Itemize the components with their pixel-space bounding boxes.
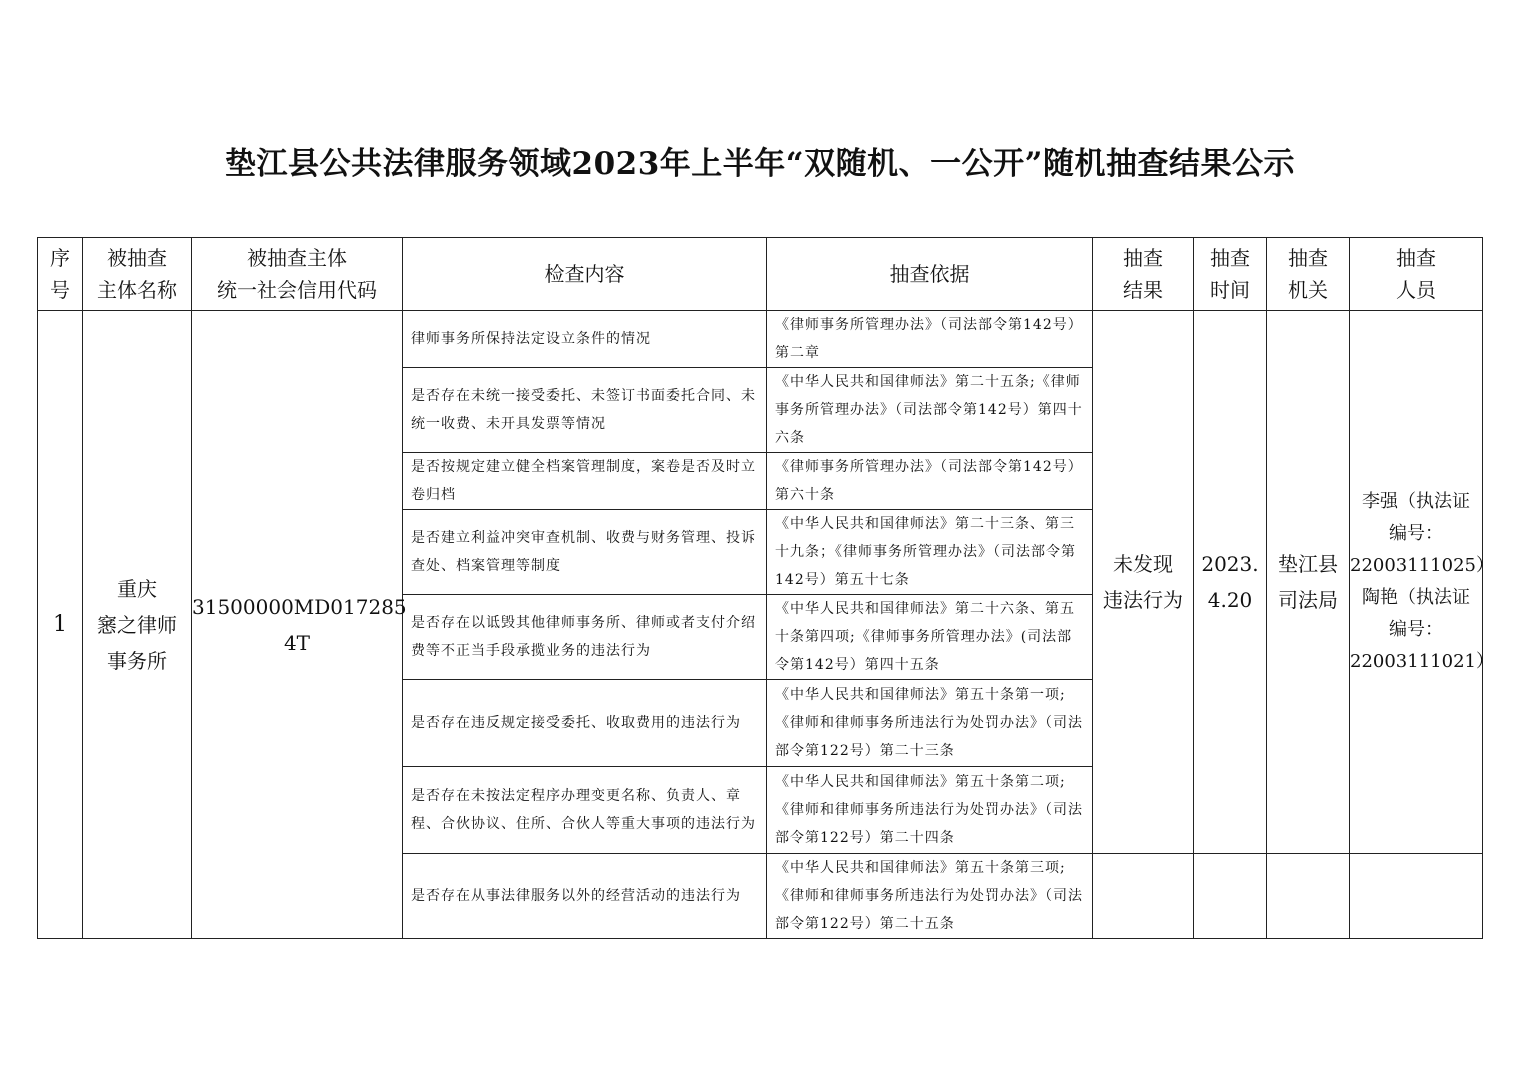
record-seq: 1 [38,311,83,939]
item-content: 律师事务所保持法定设立条件的情况 [403,311,767,368]
record-org: 垫江县 司法局 [1267,311,1350,854]
item-basis: 《中华人民共和国律师法》第五十条第一项;《律师和律师事务所违法行为处罚办法》（司法部令第122号）第二十三条 [767,680,1093,767]
item-content: 是否存在违反规定接受委托、收取费用的违法行为 [403,680,767,767]
item-content: 是否建立利益冲突审查机制、收费与财务管理、投诉查处、档案管理等制度 [403,510,767,595]
item-content: 是否存在未统一接受委托、未签订书面委托合同、未统一收费、未开具发票等情况 [403,368,767,453]
item-basis: 《中华人民共和国律师法》第二十五条;《律师事务所管理办法》（司法部令第142号）第四十六条 [767,368,1093,453]
table-header-row [38,238,1483,311]
header-time: 抽查 时间 [1194,238,1267,311]
header-org: 抽查 机关 [1267,238,1350,311]
record-credit-code: 31500000MD017285 4T [192,311,403,939]
item-basis: 《中华人民共和国律师法》第二十六条、第五十条第四项;《律师事务所管理办法》(司法部令第142号）第四十五条 [767,595,1093,680]
header-seq: 序 号 [38,238,83,311]
table-row [38,311,1483,368]
inspection-results-table [37,237,1494,939]
empty-cell [1194,854,1267,939]
header-entity-name: 被抽查 主体名称 [83,238,192,311]
record-time: 2023. 4.20 [1194,311,1267,854]
header-content: 检查内容 [403,238,767,311]
header-basis: 抽查依据 [767,238,1093,311]
item-basis: 《中华人民共和国律师法》第五十条第二项;《律师和律师事务所违法行为处罚办法》（司法部令第122号）第二十四条 [767,767,1093,854]
item-content: 是否存在以诋毁其他律师事务所、律师或者支付介绍费等不正当手段承揽业务的违法行为 [403,595,767,680]
item-basis: 《中华人民共和国律师法》第二十三条、第三十九条；《律师事务所管理办法》（司法部令第142号）第五十七条 [767,510,1093,595]
header-result: 抽查 结果 [1093,238,1194,311]
empty-cell [1093,854,1194,939]
item-basis: 《律师事务所管理办法》（司法部令第142号）第六十条 [767,453,1093,510]
record-result: 未发现 违法行为 [1093,311,1194,854]
item-content: 是否按规定建立健全档案管理制度，案卷是否及时立卷归档 [403,453,767,510]
empty-cell [1267,854,1350,939]
header-credit-code: 被抽查主体 统一社会信用代码 [192,238,403,311]
item-basis: 《中华人民共和国律师法》第五十条第三项;《律师和律师事务所违法行为处罚办法》（司法部令第122号）第二十五条 [767,854,1093,939]
item-basis: 《律师事务所管理办法》（司法部令第142号）第二章 [767,311,1093,368]
item-content: 是否存在未按法定程序办理变更名称、负责人、章程、合伙协议、住所、合伙人等重大事项的违法行为 [403,767,767,854]
record-entity-name: 重庆 窸之律师 事务所 [83,311,192,939]
item-content: 是否存在从事法律服务以外的经营活动的违法行为 [403,854,767,939]
record-people: 李强（执法证 编号： 22003111025） 陶艳（执法证 编号： 22003111021） [1350,311,1483,854]
page-title: 垫江县公共法律服务领域2023年上半年“双随机、一公开”随机抽查结果公示 [225,146,1295,182]
empty-cell [1350,854,1483,939]
header-people: 抽查 人员 [1350,238,1483,311]
